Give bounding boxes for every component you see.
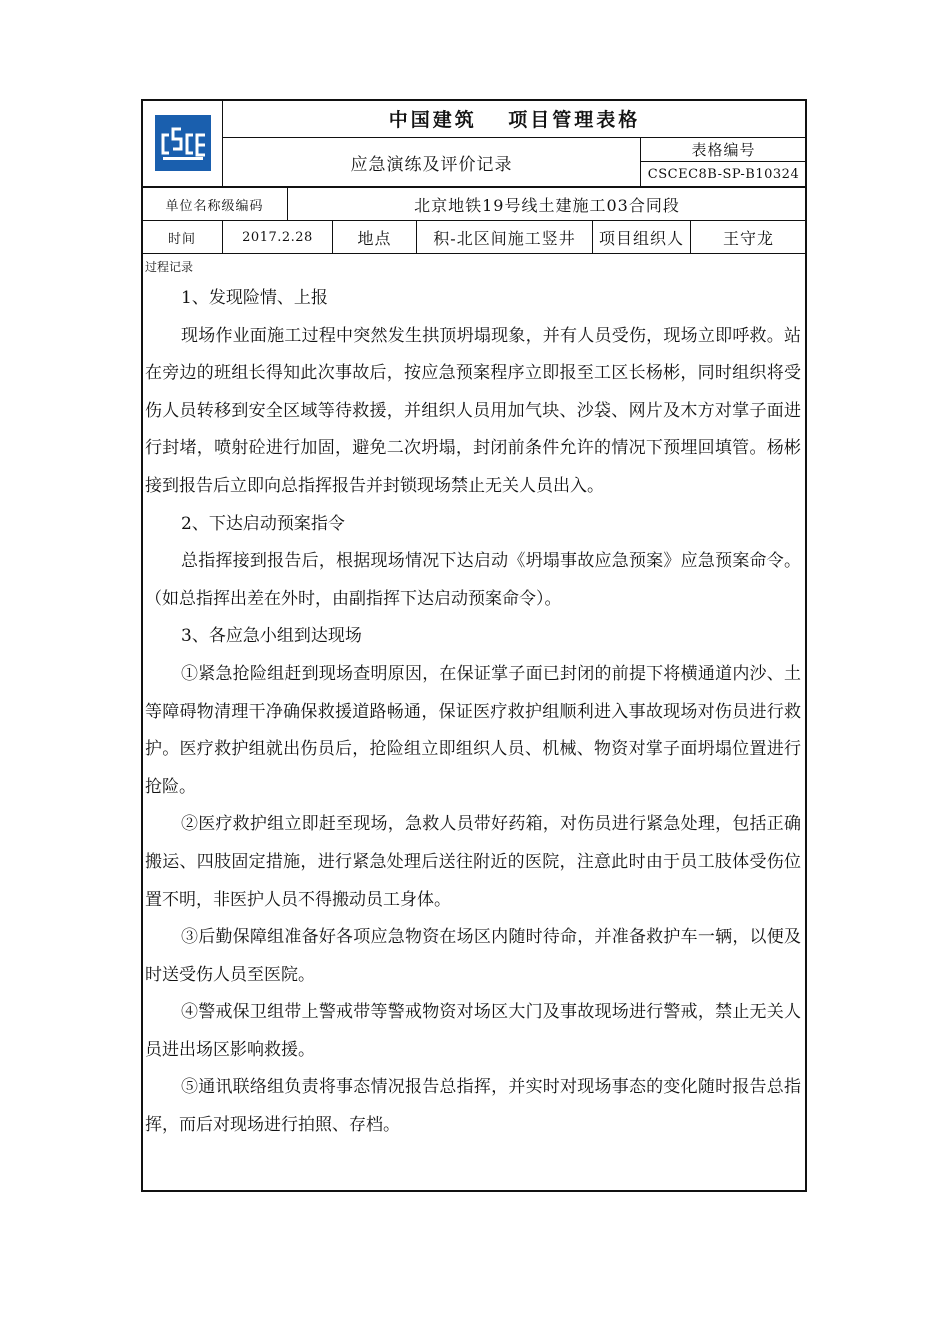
section-heading: 1、发现险情、上报 — [181, 288, 328, 308]
paragraph: ①紧急抢险组赶到现场查明原因，在保证掌子面已封闭的前提下将横通道内沙、土等障碍物清理干净确保救援道路畅通，保证医疗救护组顺利进入事故现场对伤员进行救护。医疗救护组就出伤员后，抢险组立即组织人员、机械、物资对掌子面坍塌位置进行抢险。 — [145, 663, 801, 797]
place-label: 地点 — [357, 228, 392, 248]
cscec-logo-icon — [155, 115, 211, 171]
place-value: 积-北区间施工竖井 — [433, 228, 576, 248]
form-number-label: 表格编号 — [691, 141, 756, 159]
section-heading: 3、各应急小组到达现场 — [181, 626, 362, 647]
time-value: 2017.2.28 — [242, 229, 313, 245]
organizer-value: 王守龙 — [722, 228, 774, 248]
section-heading: 2、下达启动预案指令 — [181, 513, 345, 534]
form-number: CSCEC8B-SP-B10324 — [647, 166, 800, 182]
paragraph: 总指挥接到报告后，根据现场情况下达启动《坍塌事故应急预案》应急预案命令。（如总指挥出差在外时，由副指挥下达启动预案命令）。 — [145, 551, 801, 609]
unit-value: 北京地铁19号线土建施工03合同段 — [414, 195, 680, 215]
divider — [142, 253, 806, 254]
unit-label: 单位名称级编码 — [165, 198, 264, 214]
process-content — [145, 280, 801, 1145]
paragraph: ④警戒保卫组带上警戒带等警戒物资对场区大门及事故现场进行警戒，禁止无关人员进出场区影响救援。 — [145, 1002, 801, 1060]
form-title: 应急演练及评价记录 — [350, 154, 513, 175]
organizer-label: 项目组织人 — [598, 228, 684, 248]
paragraph: 现场作业面施工过程中突然发生拱顶坍塌现象，并有人员受伤，现场立即呼救。站在旁边的班组长得知此次事故后，按应急预案程序立即报至工区长杨彬，同时组织将受伤人员转移到安全区域等待救援，并组织人员用加气块、沙袋、网片及木方对掌子面进行封堵，喷射砼进行加固，避免二次坍塌，封闭前条件允许的情况下预埋回填管。杨彬接到报告后立即向总指挥报告并封锁现场禁止无关人员出入。 — [145, 325, 801, 496]
paragraph: ③后勤保障组准备好各项应急物资在场区内随时待命，并准备救护车一辆，以便及时送受伤人员至医院。 — [145, 927, 801, 985]
time-label: 时间 — [167, 231, 196, 247]
paragraph: ⑤通讯联络组负责将事态情况报告总指挥，并实时对现场事态的变化随时报告总指挥，而后对现场进行拍照、存档。 — [145, 1077, 801, 1136]
process-label: 过程记录 — [145, 260, 194, 274]
paragraph: ②医疗救护组立即赶至现场，急救人员带好药箱，对伤员进行紧急处理，包括正确搬运、四肢固定措施，进行紧急处理后送往附近的医院，注意此时由于员工肢体受伤位置不明，非医护人员不得搬动员工身体。 — [145, 814, 801, 910]
company-title: 中国建筑 项目管理表格 — [388, 109, 641, 131]
